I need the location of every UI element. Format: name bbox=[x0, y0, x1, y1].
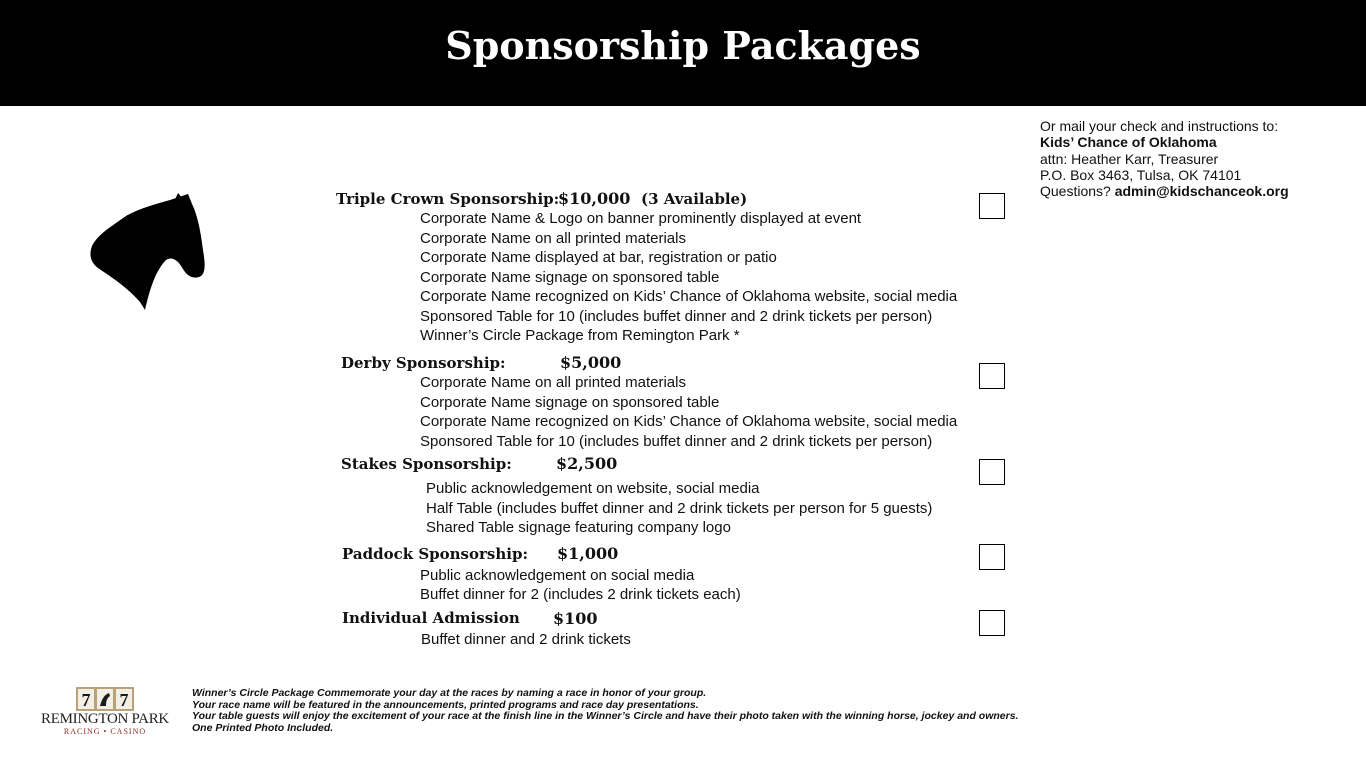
package-price: $5,000 bbox=[560, 353, 622, 372]
triple-crown-checkbox[interactable] bbox=[979, 193, 1005, 219]
package-feature: Corporate Name recognized on Kids’ Chance of Oklahoma website, social media bbox=[420, 288, 958, 305]
package-feature: Sponsored Table for 10 (includes buffet dinner and 2 drink tickets per person) bbox=[420, 308, 933, 325]
svg-text:7: 7 bbox=[119, 690, 129, 710]
package-feature: Buffet dinner and 2 drink tickets bbox=[421, 631, 631, 648]
package-feature: Winner’s Circle Package from Remington Park * bbox=[420, 327, 740, 344]
package-feature: Corporate Name recognized on Kids’ Chance of Oklahoma website, social media bbox=[420, 413, 958, 430]
package-feature: Buffet dinner for 2 (includes 2 drink tickets each) bbox=[420, 586, 741, 603]
package-feature: Public acknowledgement on website, social media bbox=[426, 480, 760, 497]
attn-line: attn: Heather Karr, Treasurer bbox=[1040, 150, 1219, 167]
contact-email[interactable]: admin@kidschanceok.org bbox=[1114, 183, 1289, 200]
footnote-line: Winner’s Circle Package Commemorate your day at the races by naming a race in honor of your group. bbox=[192, 687, 707, 699]
package-feature: Sponsored Table for 10 (includes buffet dinner and 2 drink tickets per person) bbox=[420, 433, 933, 450]
header-banner bbox=[0, 0, 1366, 106]
org-name: Kids’ Chance of Oklahoma bbox=[1040, 134, 1217, 151]
individual-admission-checkbox[interactable] bbox=[979, 610, 1005, 636]
package-feature: Corporate Name on all printed materials bbox=[420, 374, 686, 391]
package-title: Stakes Sponsorship: bbox=[341, 455, 512, 473]
footnote-line: One Printed Photo Included. bbox=[192, 721, 334, 734]
package-title: Individual Admission bbox=[342, 609, 520, 627]
footnote-line: Your race name will be featured in the announcements, printed programs and race day presentations. bbox=[192, 698, 699, 711]
package-feature: Corporate Name & Logo on banner prominently displayed at event bbox=[420, 210, 862, 227]
package-feature: Public acknowledgement on social media bbox=[420, 567, 695, 584]
package-title: Paddock Sponsorship: bbox=[342, 545, 528, 563]
package-feature: Corporate Name signage on sponsored table bbox=[420, 269, 720, 286]
package-price: $10,000 bbox=[558, 189, 631, 208]
package-title: Triple Crown Sponsorship: bbox=[336, 190, 560, 208]
mail-intro: Or mail your check and instructions to: bbox=[1040, 118, 1279, 134]
package-feature: Half Table (includes buffet dinner and 2 drink tickets per person for 5 guests) bbox=[426, 500, 933, 517]
svg-text:7: 7 bbox=[81, 690, 91, 710]
paddock-checkbox[interactable] bbox=[979, 544, 1005, 570]
package-feature: Shared Table signage featuring company logo bbox=[426, 519, 731, 536]
logo-name: REMINGTON PARK bbox=[41, 711, 169, 727]
package-price: $2,500 bbox=[556, 454, 618, 473]
questions-line bbox=[1040, 183, 1289, 199]
package-availability: (3 Available) bbox=[641, 190, 748, 208]
remington-park-logo bbox=[40, 687, 170, 739]
slot-sevens-horse-emblem-icon bbox=[76, 687, 134, 711]
stakes-checkbox[interactable] bbox=[979, 459, 1005, 485]
mail-address: P.O. Box 3463, Tulsa, OK 74101 bbox=[1040, 166, 1242, 183]
package-feature: Corporate Name on all printed materials bbox=[420, 230, 686, 247]
mail-instructions bbox=[1040, 118, 1289, 199]
page-title: Sponsorship Packages bbox=[445, 23, 921, 68]
questions-label: Questions? bbox=[1040, 183, 1111, 200]
package-price: $100 bbox=[553, 609, 598, 628]
derby-checkbox[interactable] bbox=[979, 363, 1005, 389]
package-feature: Corporate Name displayed at bar, registration or patio bbox=[420, 249, 777, 266]
logo-subtitle: RACING • CASINO bbox=[63, 727, 147, 736]
footnote-line: Your table guests will enjoy the excitement of your race at the finish line in the Winner’s Circle and have their photo taken with the winning horse, jockey and owners. bbox=[192, 710, 1019, 722]
package-feature: Corporate Name signage on sponsored table bbox=[420, 394, 720, 411]
package-price: $1,000 bbox=[557, 544, 619, 563]
winners-circle-footnote bbox=[192, 688, 1018, 734]
package-title: Derby Sponsorship: bbox=[341, 354, 506, 372]
horse-head-icon bbox=[88, 190, 210, 314]
